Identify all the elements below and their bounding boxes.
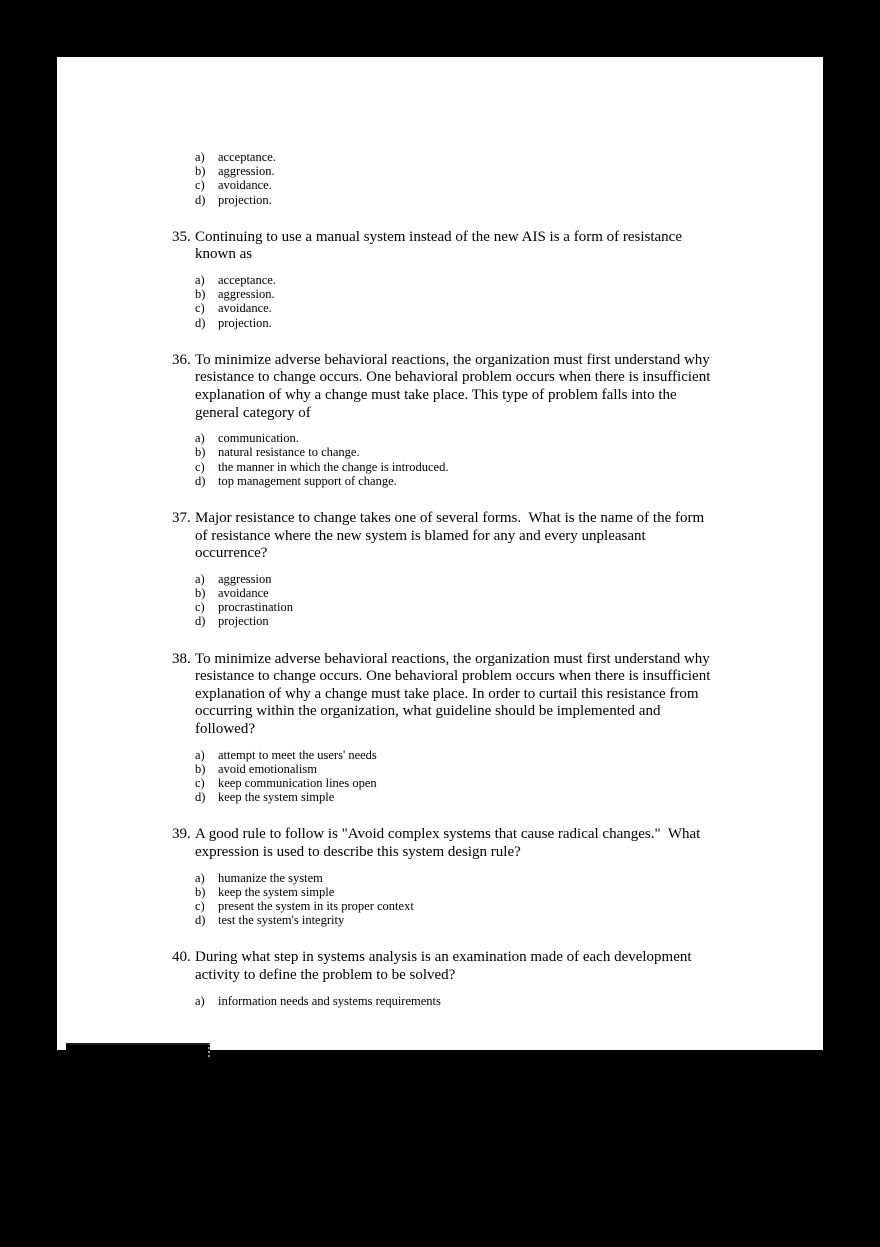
answer-option (195, 913, 711, 927)
answer-option (195, 474, 711, 488)
option-text: keep the system simple (218, 884, 335, 899)
answer-option (195, 885, 711, 899)
option-text: avoid emotionalism (218, 761, 317, 776)
answer-option (195, 150, 711, 164)
option-text: aggression. (218, 164, 275, 179)
option-text: procrastination (218, 600, 293, 615)
option-letter: a) (195, 993, 205, 1008)
question-number: 38. (172, 650, 191, 667)
option-text: humanize the system (218, 870, 323, 885)
option-text: attempt to meet the users' needs (218, 747, 377, 762)
option-text: acceptance. (218, 273, 276, 287)
answer-option (195, 994, 711, 1008)
answer-option (195, 301, 711, 315)
option-letter: c) (195, 775, 205, 790)
question-block (172, 826, 711, 927)
question-block (172, 229, 711, 330)
option-letter: b) (195, 761, 206, 776)
option-text: top management support of change. (218, 473, 397, 488)
option-letter: b) (195, 884, 206, 899)
option-letter: c) (195, 459, 205, 474)
answer-option (195, 776, 711, 790)
question-text: Continuing to use a manual system instead of the new AIS is a form of resistance known as (195, 228, 686, 263)
option-text: keep the system simple (218, 790, 335, 805)
option-text: aggression (218, 571, 272, 586)
options-list (195, 748, 711, 805)
question-block (172, 510, 711, 629)
option-letter: c) (195, 600, 205, 615)
answer-option (195, 164, 711, 178)
question-number: 39. (172, 826, 191, 843)
option-letter: d) (195, 614, 206, 629)
option-letter: a) (195, 150, 205, 164)
option-text: keep communication lines open (218, 775, 377, 790)
document-page (57, 57, 823, 1050)
options-list (195, 994, 711, 1008)
option-text: avoidance. (218, 301, 272, 316)
option-text: avoidance (218, 585, 269, 600)
option-letter: d) (195, 913, 206, 928)
option-text: projection. (218, 192, 272, 207)
option-letter: d) (195, 315, 206, 330)
option-letter: c) (195, 301, 205, 316)
question-number: 40. (172, 949, 191, 966)
answer-option (195, 790, 711, 804)
question-text: To minimize adverse behavioral reactions, the organization must first understand why resistance to change occurs. One behavioral problem occurs when there is insufficient explanation of why a change must take place. In order to curtail this resistance from occurring within the organization, what guideline should be implemented and followed? (195, 650, 715, 737)
answer-option (195, 287, 711, 301)
question-number: 37. (172, 510, 191, 526)
question-block (172, 949, 711, 1007)
option-letter: b) (195, 287, 206, 302)
option-letter: b) (195, 585, 206, 600)
option-letter: c) (195, 178, 205, 193)
answer-option (195, 178, 711, 192)
option-letter: a) (195, 571, 205, 586)
question-block (172, 351, 715, 488)
question-number: 36. (172, 351, 191, 368)
option-letter: b) (195, 164, 206, 179)
question-text: A good rule to follow is "Avoid complex systems that cause radical changes." What expression is used to describe this system design rule? (195, 826, 705, 860)
answer-option (195, 614, 711, 628)
answer-option (195, 445, 711, 459)
option-letter: d) (195, 473, 206, 488)
answer-option (195, 871, 711, 885)
option-text: the manner in which the change is introduced. (218, 459, 449, 474)
question-block (172, 650, 715, 805)
option-letter: a) (195, 870, 205, 885)
options-list (195, 273, 711, 330)
option-text: communication. (218, 431, 299, 446)
option-text: information needs and systems requirements (218, 993, 441, 1008)
option-letter: b) (195, 445, 206, 460)
option-letter: a) (195, 747, 205, 762)
answer-option (195, 899, 711, 913)
option-letter: a) (195, 273, 205, 287)
page-content (57, 57, 823, 1008)
question-number: 35. (172, 228, 191, 245)
option-text: projection (218, 614, 269, 629)
answer-option (195, 600, 711, 614)
question-text: To minimize adverse behavioral reactions, the organization must first understand why resistance to change occurs. One behavioral problem occurs when there is insufficient explanation of why a change must take place. This type of problem falls into the general category of (195, 351, 715, 421)
orphan-options-list (195, 150, 711, 207)
answer-option (195, 762, 711, 776)
option-text: present the system in its proper context (218, 898, 414, 913)
answer-option (195, 273, 711, 287)
answer-option (195, 316, 711, 330)
option-letter: c) (195, 898, 205, 913)
question-text: During what step in systems analysis is an examination made of each development activity to define the problem to be solved? (195, 949, 696, 983)
answer-option (195, 586, 711, 600)
option-text: natural resistance to change. (218, 445, 360, 460)
option-text: test the system's integrity (218, 913, 345, 928)
option-text: avoidance. (218, 178, 272, 193)
redaction-box (66, 1043, 210, 1057)
question-text: Major resistance to change takes one of several forms. What is the name of the form of resistance where the new system is blamed for any and every unpleasant occurrence? (195, 510, 708, 562)
answer-option (195, 193, 711, 207)
option-text: acceptance. (218, 150, 276, 164)
option-letter: a) (195, 431, 205, 446)
answer-option (195, 748, 711, 762)
answer-option (195, 431, 711, 445)
option-letter: d) (195, 790, 206, 805)
answer-option (195, 460, 711, 474)
options-list (195, 431, 711, 488)
answer-option (195, 572, 711, 586)
options-list (195, 871, 711, 928)
option-letter: d) (195, 192, 206, 207)
option-text: aggression. (218, 287, 275, 302)
option-text: projection. (218, 315, 272, 330)
options-list (195, 572, 711, 629)
